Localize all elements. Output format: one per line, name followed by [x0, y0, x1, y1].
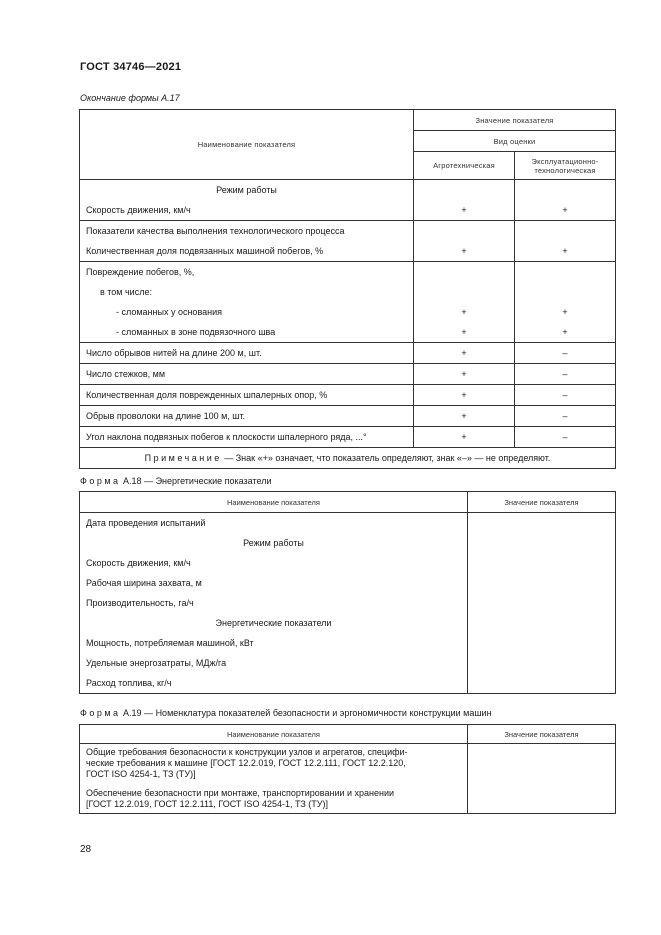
- table-row: [80, 513, 616, 694]
- exp-mark: [515, 282, 615, 302]
- agro-mark: [414, 282, 514, 302]
- agro-mark: +: [461, 307, 467, 317]
- form-a19-caption-word: Форма: [80, 708, 121, 718]
- indicator-name: Удельные энергозатраты, МДж/га: [86, 658, 227, 668]
- form-a18-caption: [80, 476, 271, 486]
- indicator-name: Повреждение побегов, %,: [86, 267, 195, 277]
- agro-mark: +: [461, 327, 467, 337]
- table-row: [80, 364, 616, 385]
- value-cell: [468, 744, 616, 814]
- indicator-line: Общие требования безопасности к конструкции узлов и агрегатов, специфи-: [86, 747, 408, 757]
- agro-mark: [414, 180, 514, 200]
- table-row: [80, 406, 616, 427]
- indicator-name: Расход топлива, кг/ч: [86, 678, 172, 688]
- document-header: ГОСТ 34746—2021: [80, 61, 182, 73]
- header-indicator-name: Наименование показателя: [80, 492, 468, 513]
- indicator-line: ческие требования к машине [ГОСТ 12.2.019, ГОСТ 12.2.111, ГОСТ 12.2.120,: [86, 758, 406, 768]
- exp-mark: [515, 180, 615, 200]
- section-title: Энергетические показатели: [215, 618, 332, 628]
- section-title: Режим работы: [216, 185, 277, 195]
- form-a18-table: [79, 491, 616, 694]
- header-indicator-name: Наименование показателя: [80, 725, 468, 744]
- header-operational-line-1: Эксплуатационно-: [531, 156, 599, 166]
- exp-mark: +: [562, 327, 568, 337]
- indicator-name: Мощность, потребляемая машиной, кВт: [86, 638, 254, 648]
- indicator-line: ГОСТ ISO 4254-1, ТЗ (ТУ)]: [86, 769, 196, 779]
- exp-mark: +: [562, 307, 568, 317]
- form-a19-caption-text: А.19 — Номенклатура показателей безопасности и эргономичности конструкции машин: [120, 708, 492, 718]
- indicator-line: Обеспечение безопасности при монтаже, транспортировании и хранении: [86, 788, 395, 798]
- exp-mark: [515, 221, 615, 241]
- indicator-name: Угол наклона подвязных побегов к плоскости шпалерного ряда, ...°: [86, 432, 367, 442]
- indicator-name: Число стежков, мм: [86, 369, 166, 379]
- agro-mark: +: [461, 246, 467, 256]
- header-operational: [515, 152, 616, 180]
- indicator-name: Количественная доля подвязанных машиной побегов, %: [86, 246, 324, 256]
- section-title: Режим работы: [243, 538, 304, 548]
- indicator-name: Обрыв проволоки на длине 100 м, шт.: [86, 411, 246, 421]
- form-a19-caption: [80, 708, 492, 718]
- agro-mark: +: [461, 411, 467, 421]
- table-row: [80, 385, 616, 406]
- exp-mark: +: [562, 246, 568, 256]
- exp-mark: –: [562, 369, 568, 379]
- header-indicator-name: Наименование показателя: [80, 110, 414, 180]
- indicator-name: - сломанных у основания: [116, 307, 222, 317]
- exp-mark: –: [562, 390, 568, 400]
- indicator-name: Скорость движения, км/ч: [86, 205, 191, 215]
- note-label: Примечание: [144, 453, 222, 463]
- indicator-name: Дата проведения испытаний: [86, 518, 206, 528]
- form-a17-caption: Окончание формы А.17: [80, 93, 180, 103]
- table-row: [80, 744, 616, 814]
- header-assessment-type: Вид оценки: [414, 131, 616, 152]
- form-a19-table: [79, 724, 616, 814]
- indicator-name: - сломанных в зоне подвязочного шва: [116, 327, 276, 337]
- agro-mark: +: [461, 205, 467, 215]
- indicator-name: Показатели качества выполнения технологического процесса: [86, 226, 345, 236]
- form-a18-caption-word: Форма: [80, 476, 121, 486]
- indicator-name: Скорость движения, км/ч: [86, 558, 191, 568]
- header-indicator-value: Значение показателя: [414, 110, 616, 131]
- value-cell: [468, 513, 616, 694]
- indicator-name: Число обрывов нитей на длине 200 м, шт.: [86, 348, 262, 358]
- indicator-line: [ГОСТ 12.2.019, ГОСТ 12.2.111, ГОСТ ISO 4254-1, ТЗ (ТУ)]: [86, 799, 329, 809]
- indicator-name: Рабочая ширина захвата, м: [86, 578, 202, 588]
- header-operational-line-2: технологическая: [534, 165, 596, 175]
- table-note-row: [80, 448, 616, 469]
- header-agrotechnical: Агротехническая: [414, 152, 515, 180]
- agro-mark: +: [461, 432, 467, 442]
- header-indicator-value: Значение показателя: [468, 725, 616, 744]
- table-row: [80, 221, 616, 262]
- table-note: [80, 448, 616, 469]
- table-row: [80, 180, 616, 221]
- table-row: [80, 343, 616, 364]
- exp-mark: +: [562, 205, 568, 215]
- form-a17-table: [79, 109, 616, 469]
- agro-mark: [414, 221, 514, 241]
- indicator-name: в том числе:: [100, 287, 152, 297]
- table-row: [80, 262, 616, 343]
- agro-mark: [414, 262, 514, 282]
- agro-mark: +: [461, 390, 467, 400]
- note-text: — Знак «+» означает, что показатель определяют, знак «–» — не определяют.: [221, 453, 551, 463]
- indicator-name: Производительность, га/ч: [86, 598, 194, 608]
- exp-mark: –: [562, 432, 568, 442]
- indicator-name: Количественная доля поврежденных шпалерных опор, %: [86, 390, 328, 400]
- agro-mark: +: [461, 348, 467, 358]
- page-number: 28: [80, 844, 92, 855]
- exp-mark: [515, 262, 615, 282]
- exp-mark: –: [562, 411, 568, 421]
- form-a18-caption-text: А.18 — Энергетические показатели: [120, 476, 272, 486]
- agro-mark: +: [461, 369, 467, 379]
- table-row: [80, 427, 616, 448]
- exp-mark: –: [562, 348, 568, 358]
- header-indicator-value: Значение показателя: [468, 492, 616, 513]
